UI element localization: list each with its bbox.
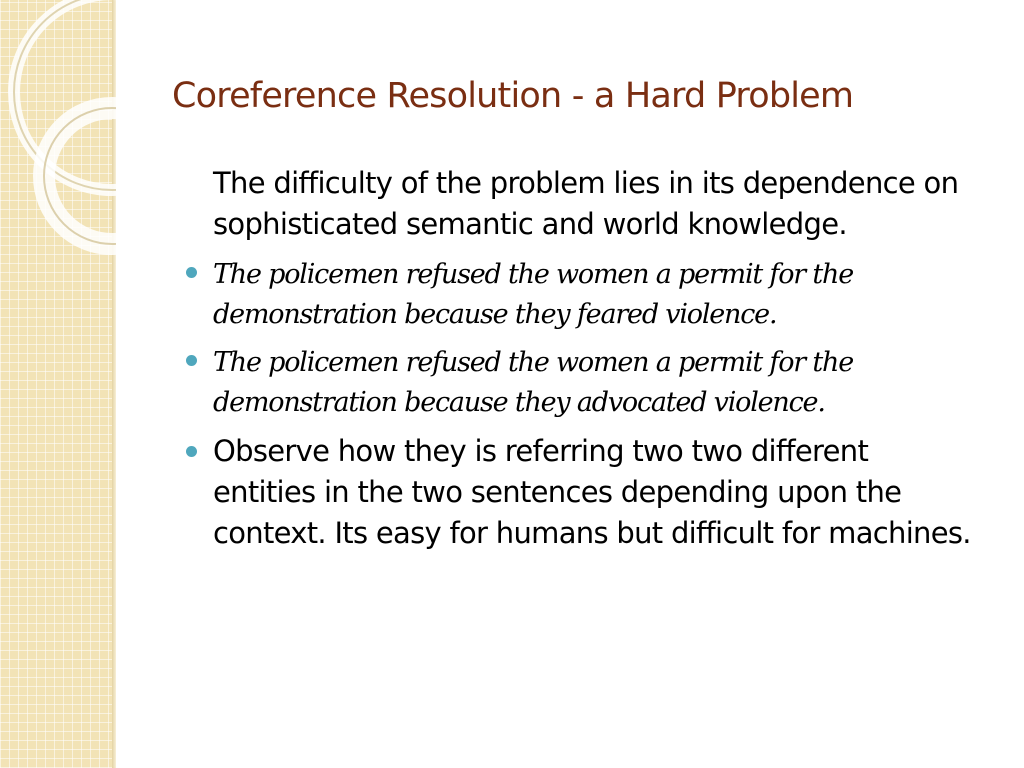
bullet-text: The policemen refused the women a permit for the demonstration because they feared violence.	[213, 259, 853, 330]
intro-text: The difficulty of the problem lies in its dependence on sophisticated semantic and world knowledge.	[213, 166, 959, 241]
bullet-item-feared	[183, 255, 973, 335]
bullet-dot-icon	[186, 267, 197, 278]
bullet-text: The policemen refused the women a permit for the demonstration because they advocated violence.	[213, 347, 853, 418]
slide-content	[183, 163, 973, 561]
intro-paragraph	[183, 163, 973, 245]
bullet-dot-icon	[186, 446, 197, 457]
decorative-circles-icon	[0, 0, 116, 260]
bullet-item-advocated	[183, 343, 973, 423]
bullet-item-observe	[183, 431, 973, 554]
slide-title: Coreference Resolution - a Hard Problem	[172, 76, 854, 116]
bullet-text: Observe how they is referring two two different entities in the two sentences depending upon the context. Its easy for humans but difficult for machines.	[213, 434, 971, 550]
bullet-dot-icon	[186, 355, 197, 366]
